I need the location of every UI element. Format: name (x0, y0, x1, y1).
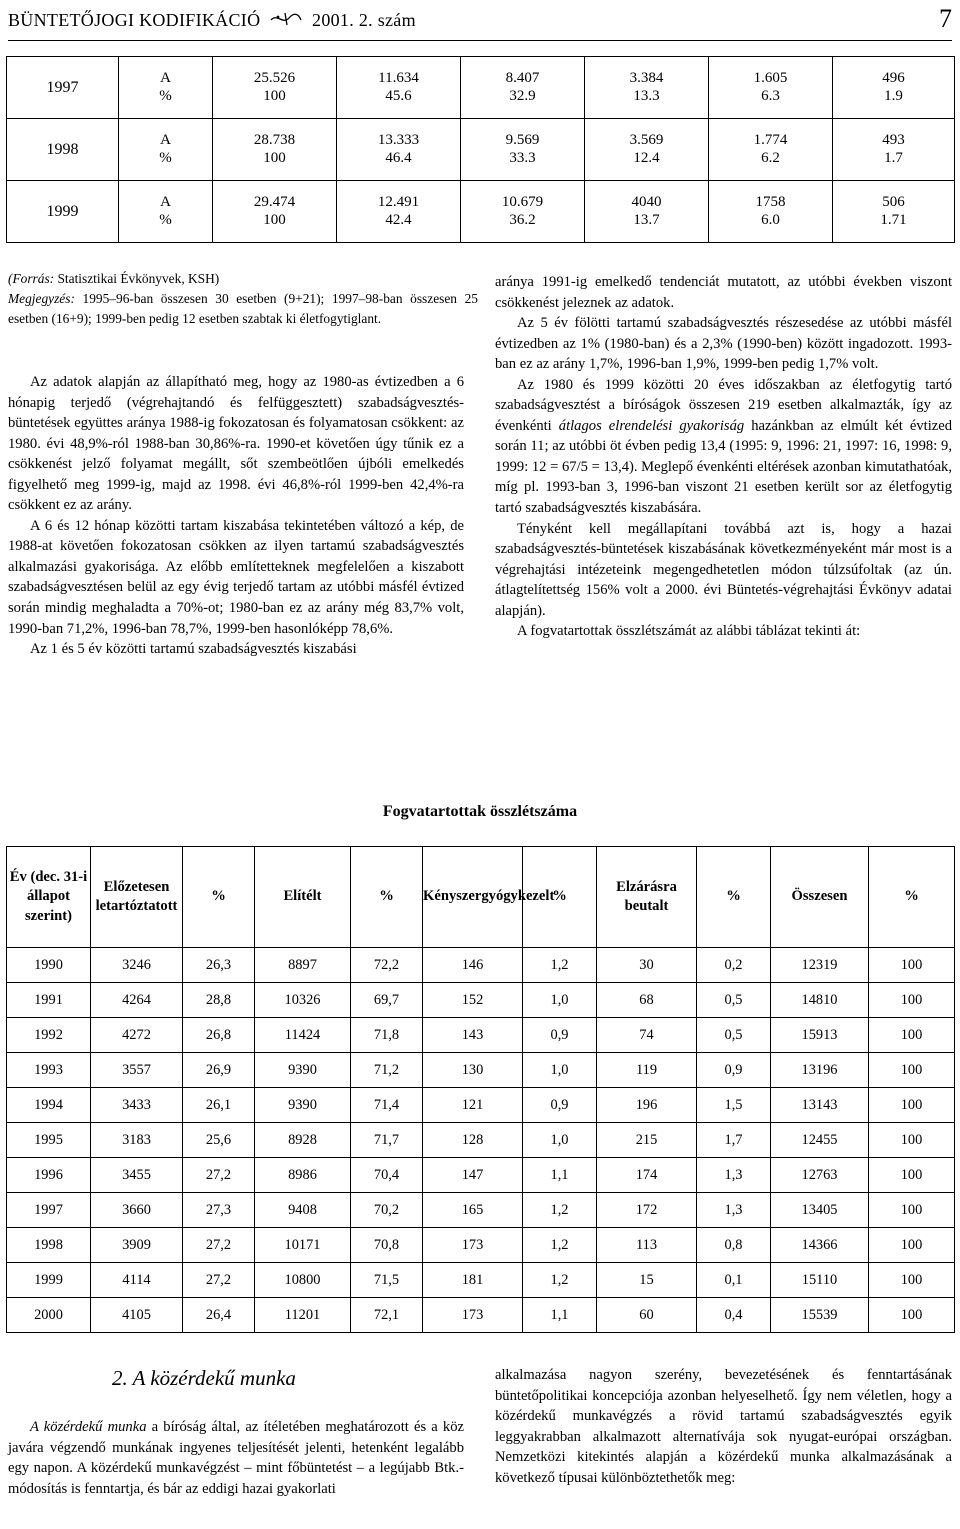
column-header: % (351, 847, 423, 948)
right-column (495, 272, 952, 642)
table-cell: 27,2 (183, 1228, 255, 1263)
table-cell: 30 (597, 948, 697, 983)
column-header: % (697, 847, 771, 948)
table-cell: 26,8 (183, 1018, 255, 1053)
table-cell: 13405 (771, 1193, 869, 1228)
table-cell: 71,7 (351, 1123, 423, 1158)
table-row (7, 119, 955, 181)
table-cell: 0,9 (697, 1053, 771, 1088)
table-cell: 1997 (7, 1193, 91, 1228)
column-header: Összesen (771, 847, 869, 948)
table-cell: 72,1 (351, 1298, 423, 1333)
table-cell: 15539 (771, 1298, 869, 1333)
sentence-distribution-table (6, 56, 955, 243)
table-row (7, 948, 955, 983)
table-cell: 13196 (771, 1053, 869, 1088)
table-cell: 100 (869, 1053, 955, 1088)
table-cell: 1,3 (697, 1158, 771, 1193)
value-cell: 11.634 45.6 (337, 57, 461, 119)
table-cell: 100 (869, 1018, 955, 1053)
table-cell: 1991 (7, 983, 91, 1018)
value-cell: 506 1.71 (833, 181, 955, 243)
table-cell: 1,0 (523, 983, 597, 1018)
source-label: (Forrás: (8, 271, 55, 286)
table-cell: 27,2 (183, 1158, 255, 1193)
table-cell: 1,5 (697, 1088, 771, 1123)
table-cell: 3909 (91, 1228, 183, 1263)
table-cell: 174 (597, 1158, 697, 1193)
year-cell: 1997 (7, 57, 119, 119)
table-cell: 0,5 (697, 1018, 771, 1053)
table-row (7, 1018, 955, 1053)
table-cell: 15913 (771, 1018, 869, 1053)
table-cell: 0,9 (523, 1018, 597, 1053)
body-paragraph: Tényként kell megállapítani továbbá azt is, hogy a hazai szabadságvesztés-büntetések kiszabásának következményeként már most is a végrehajtási intézeteink megengedhetetlen módon túlzsúfoltak (az ún. átlagtelítettség 156% volt a 2000. évi Büntetés-végrehajtási Évkönyv adatai alapján). (495, 520, 952, 619)
table-row (7, 1123, 955, 1158)
table-cell: 100 (869, 1123, 955, 1158)
column-header: Év (dec. 31-i állapot szerint) (7, 847, 91, 948)
table-cell: 1,7 (697, 1123, 771, 1158)
table-cell: 1994 (7, 1088, 91, 1123)
table-body (7, 948, 955, 1333)
table-cell: 1,1 (523, 1158, 597, 1193)
table-cell: 130 (423, 1053, 523, 1088)
table-cell: 1,2 (523, 948, 597, 983)
note-label: Megjegyzés: (8, 291, 75, 306)
table-cell: 0,8 (697, 1228, 771, 1263)
table-cell: 3246 (91, 948, 183, 983)
table-cell: 1,3 (697, 1193, 771, 1228)
table-cell: 14810 (771, 983, 869, 1018)
column-header: % (523, 847, 597, 948)
table-cell: 143 (423, 1018, 523, 1053)
table-cell: 1992 (7, 1018, 91, 1053)
table-cell: 71,2 (351, 1053, 423, 1088)
table-cell: 1,2 (523, 1228, 597, 1263)
table-cell: 74 (597, 1018, 697, 1053)
table-cell: 100 (869, 983, 955, 1018)
value-cell: 12.491 42.4 (337, 181, 461, 243)
value-cell: 493 1.7 (833, 119, 955, 181)
table-cell: 1999 (7, 1263, 91, 1298)
label-cell: A % (119, 57, 213, 119)
table-cell: 26,3 (183, 948, 255, 983)
table-cell: 11201 (255, 1298, 351, 1333)
column-header: % (869, 847, 955, 948)
table-cell: 215 (597, 1123, 697, 1158)
value-cell: 8.407 32.9 (461, 57, 585, 119)
table-cell: 100 (869, 1088, 955, 1123)
table-cell: 70,8 (351, 1228, 423, 1263)
column-header: % (183, 847, 255, 948)
table-cell: 12763 (771, 1158, 869, 1193)
table-cell: 8928 (255, 1123, 351, 1158)
table-cell: 8897 (255, 948, 351, 983)
journal-title: BÜNTETŐJOGI KODIFIKÁCIÓ (8, 10, 261, 30)
label-cell: A % (119, 181, 213, 243)
body-paragraph: aránya 1991-ig emelkedő tendenciát mutatott, az utóbbi években viszont csökkenést jeleznek az adatok. (495, 274, 952, 311)
value-cell: 28.738 100 (213, 119, 337, 181)
table-cell: 119 (597, 1053, 697, 1088)
body-paragraph: Az 1980 és 1999 közötti 20 éves időszakban az életfogytig tartó szabadságvesztést a bíróságok összesen 219 esetben alkalmazták, így az évenkénti átlagos elrendelési gyakoriság hazánkban az elmúlt két évtized során 11; az utóbbi öt évben pedig 13,4 (1995: 9, 1996: 21, 1997: 16, 1998: 9, 1999: 12 = 67/5 = 13,4). Meglepő évenkénti eltérések azonban kimutathatóak, míg pl. 1993-ban 3, 1996-ban viszont 21 esetben került sor az életfogytig tartó szabadságvesztés kiszabására. (495, 376, 952, 517)
section-title: 2. A közérdekű munka (112, 1366, 296, 1390)
column-header: Előzetesen letartóztatott (91, 847, 183, 948)
table-cell: 3183 (91, 1123, 183, 1158)
table-cell: 10800 (255, 1263, 351, 1298)
table-cell: 12455 (771, 1123, 869, 1158)
table-cell: 146 (423, 948, 523, 983)
table-cell: 147 (423, 1158, 523, 1193)
table-cell: 0,1 (697, 1263, 771, 1298)
table-cell: 1993 (7, 1053, 91, 1088)
table-cell: 128 (423, 1123, 523, 1158)
source-text: Statisztikai Évkönyvek, KSH) (54, 271, 220, 286)
table-cell: 8986 (255, 1158, 351, 1193)
table-cell: 27,3 (183, 1193, 255, 1228)
table-cell: 26,9 (183, 1053, 255, 1088)
table-cell: 113 (597, 1228, 697, 1263)
table-cell: 70,2 (351, 1193, 423, 1228)
body-paragraph: alkalmazása nagyon szerény, bevezetésének és fenntartásának büntetőpolitikai koncepciója azonban helyeselhető. Így nem véletlen, hogy a közérdekű munkavégzés a rövid tartamú szabadságvesztés egyik leggyakrabban alkalmazott alternatívája sok nyugat-európai országban. Nemzetközi kitekintés alapján a közérdekű munka alkalmazásának a következő típusai különböztethetők meg: (495, 1367, 952, 1486)
table-cell: 12319 (771, 948, 869, 983)
table-cell: 165 (423, 1193, 523, 1228)
section2-left-column (8, 1417, 464, 1499)
table-cell: 0,2 (697, 948, 771, 983)
table-cell: 2000 (7, 1298, 91, 1333)
table-cell: 15 (597, 1263, 697, 1298)
table-cell: 173 (423, 1298, 523, 1333)
table-cell: 10326 (255, 983, 351, 1018)
table-cell: 1995 (7, 1123, 91, 1158)
table-cell: 25,6 (183, 1123, 255, 1158)
value-cell: 4040 13.7 (585, 181, 709, 243)
table-row (7, 1228, 955, 1263)
column-header: Elítélt (255, 847, 351, 948)
body-paragraph: Az 1 és 5 év közötti tartamú szabadságvesztés kiszabási (30, 641, 357, 658)
value-cell: 10.679 36.2 (461, 181, 585, 243)
table-cell: 0,9 (523, 1088, 597, 1123)
value-cell: 1.774 6.2 (709, 119, 833, 181)
year-cell: 1999 (7, 181, 119, 243)
table-cell: 1990 (7, 948, 91, 983)
running-title (8, 10, 416, 32)
table-cell: 1,2 (523, 1263, 597, 1298)
table-cell: 26,4 (183, 1298, 255, 1333)
emphasis-text: A közérdekű munka (30, 1419, 147, 1435)
table-cell: 4114 (91, 1263, 183, 1298)
value-cell: 1.605 6.3 (709, 57, 833, 119)
page-number: 7 (939, 4, 952, 33)
table-cell: 3433 (91, 1088, 183, 1123)
body-paragraph: A 6 és 12 hónap közötti tartam kiszabása tekintetében változó a kép, de 1988-at követően fokozatosan csökken az ilyen tartamú szabadságvesztés alkalmazási gyakorisága. Az előbb említetteknek megfelelően a kiszabott szabadságvesztésen belül az egy évig terjedő tartam az utóbbi másfél évtized során mindig meghaladta a 70%-ot; 1980-ban ez az arány még 83,7% volt, 1990-ban 71,2%, 1996-ban 78,7%, 1999-ben hasonlóképp 78,6%. (8, 517, 464, 637)
table-row (7, 1298, 955, 1333)
table-cell: 9390 (255, 1053, 351, 1088)
table-cell: 100 (869, 1193, 955, 1228)
table-cell: 100 (869, 948, 955, 983)
table-cell: 172 (597, 1193, 697, 1228)
table-cell: 173 (423, 1228, 523, 1263)
ornament-icon (269, 11, 303, 32)
table-row (7, 181, 955, 243)
table-cell: 13143 (771, 1088, 869, 1123)
table-cell: 3557 (91, 1053, 183, 1088)
table-row (7, 1053, 955, 1088)
table-cell: 3455 (91, 1158, 183, 1193)
value-cell: 496 1.9 (833, 57, 955, 119)
table-cell: 1,1 (523, 1298, 597, 1333)
table-cell: 10171 (255, 1228, 351, 1263)
body-paragraph: A közérdekű munka a bíróság által, az ítéletében meghatározott és a köz javára végzendő munkának ingyenes teljesítését jelenti, hetenként legalább egy napon. A közérdekű munkavégzést – mint főbüntetést – a legújabb Btk.-módosítás is fenntartja, és bár az eddigi hazai gyakorlati (8, 1419, 464, 1497)
table-cell: 100 (869, 1228, 955, 1263)
inmates-table (6, 846, 955, 1333)
table-cell: 4105 (91, 1298, 183, 1333)
header-row (7, 847, 955, 948)
table-cell: 152 (423, 983, 523, 1018)
label-cell: A % (119, 119, 213, 181)
body-paragraph: Az 5 év fölötti tartamú szabadságvesztés részesedése az utóbbi másfél évtizedben az 1% (1980-ban) és a 2,3% (1990-ben) között ingadozott. 1993-ban ez az arány 1,7%, 1996-ban 1,9%, 1999-ben pedig 1,7% volt. (495, 315, 952, 373)
value-cell: 3.569 12.4 (585, 119, 709, 181)
table-cell: 15110 (771, 1263, 869, 1298)
table-cell: 1,0 (523, 1123, 597, 1158)
table-cell: 9408 (255, 1193, 351, 1228)
table-cell: 71,8 (351, 1018, 423, 1053)
table-cell: 1,2 (523, 1193, 597, 1228)
table-row (7, 1263, 955, 1298)
value-cell: 3.384 13.3 (585, 57, 709, 119)
table-cell: 100 (869, 1158, 955, 1193)
value-cell: 25.526 100 (213, 57, 337, 119)
table-title: Fogvatartottak összlétszáma (382, 803, 578, 820)
table-cell: 60 (597, 1298, 697, 1333)
section2-right-column (495, 1365, 952, 1488)
table-cell: 27,2 (183, 1263, 255, 1298)
value-cell: 29.474 100 (213, 181, 337, 243)
table-cell: 196 (597, 1088, 697, 1123)
value-cell: 13.333 46.4 (337, 119, 461, 181)
table-cell: 181 (423, 1263, 523, 1298)
table-cell: 0,4 (697, 1298, 771, 1333)
issue-label: 2001. 2. szám (312, 10, 416, 30)
table-cell: 71,4 (351, 1088, 423, 1123)
table-cell: 70,4 (351, 1158, 423, 1193)
table-cell: 100 (869, 1263, 955, 1298)
table-cell: 100 (869, 1298, 955, 1333)
table-cell: 4272 (91, 1018, 183, 1053)
value-cell: 9.569 33.3 (461, 119, 585, 181)
table-cell: 3660 (91, 1193, 183, 1228)
table-cell: 0,5 (697, 983, 771, 1018)
source-note (8, 269, 478, 329)
left-column (8, 372, 464, 660)
table-cell: 68 (597, 983, 697, 1018)
table-cell: 1998 (7, 1228, 91, 1263)
table-cell: 69,7 (351, 983, 423, 1018)
table-cell: 9390 (255, 1088, 351, 1123)
table-row (7, 983, 955, 1018)
table-cell: 11424 (255, 1018, 351, 1053)
table-cell: 4264 (91, 983, 183, 1018)
body-paragraph: A fogvatartottak összlétszámát az alábbi táblázat tekinti át: (517, 623, 861, 640)
column-header: Kényszergyógykezelt (423, 847, 523, 948)
page-header (8, 4, 952, 38)
table-cell: 28,8 (183, 983, 255, 1018)
table-cell: 72,2 (351, 948, 423, 983)
emphasis-text: átlagos elrendelési gyakoriság (558, 417, 745, 434)
table-cell: 1,0 (523, 1053, 597, 1088)
table-cell: 14366 (771, 1228, 869, 1263)
header-rule (8, 40, 952, 41)
table-cell: 1996 (7, 1158, 91, 1193)
table-cell: 121 (423, 1088, 523, 1123)
table-row (7, 1193, 955, 1228)
year-cell: 1998 (7, 119, 119, 181)
table-row (7, 57, 955, 119)
body-paragraph: Az adatok alapján az állapítható meg, hogy az 1980-as évtizedben a 6 hónapig terjedő (végrehajtandó és felfüggesztett) szabadságvesztés-büntetések együttes aránya 1988-ig fokozatosan és folyamatosan csökkent: az 1980. évi 48,9%-ról 1988-ban 30,86%-ra. 1990-et követően úgy tűnik ez a csökkenést jelző folyamat megállt, sőt szembeötlően újbóli emelkedés figyelhető meg 1999-ig, majd az 1998. évi 46,8%-ról 1999-ben 42,4%-ra csökkent ez az arány. (8, 374, 464, 514)
note-text: 1995–96-ban összesen 30 esetben (9+21); 1997–98-ban összesen 25 esetben (16+9); 1999-ben pedig 12 esetben szabtak ki életfogytiglant. (8, 291, 478, 326)
table-cell: 71,5 (351, 1263, 423, 1298)
table-row (7, 1088, 955, 1123)
value-cell: 1758 6.0 (709, 181, 833, 243)
column-header: Elzárásra beutalt (597, 847, 697, 948)
table-row (7, 1158, 955, 1193)
table-cell: 26,1 (183, 1088, 255, 1123)
